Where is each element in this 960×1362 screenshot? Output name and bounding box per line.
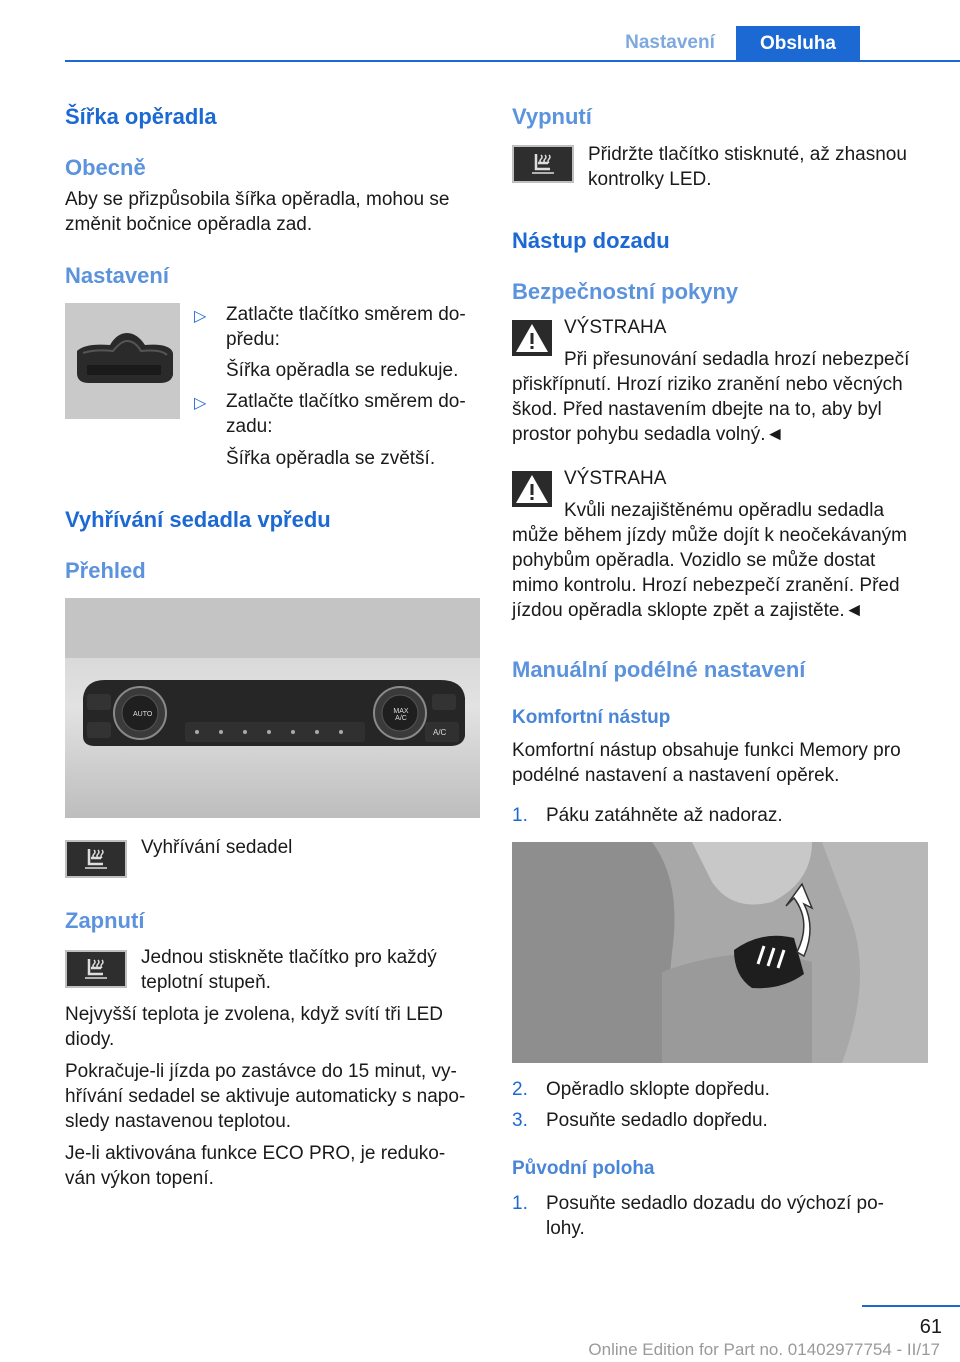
p1-line1: Nejvyšší teplota je zvolena, když svítí tři LED — [65, 1004, 444, 1025]
p3-line1: Je-li aktivována funkce ECO PRO, je reduko‐ — [65, 1143, 446, 1164]
header-tab-nastaveni[interactable]: Nastavení — [625, 32, 715, 53]
on-text-2: teplotní stupeň. — [141, 972, 271, 993]
bullet-triangle: ▷ — [194, 395, 207, 412]
seat-lever-image — [512, 842, 928, 1063]
warn1-line2: přiskřípnutí. Hrozí riziko zranění nebo věcných — [512, 374, 903, 395]
footer-rule — [862, 1305, 960, 1307]
p2-line3: sledy nastavenou teplotou. — [65, 1111, 292, 1132]
seat-heating-button — [65, 840, 127, 878]
heading-off: Vypnutí — [512, 104, 592, 129]
heading-setting: Nastavení — [65, 263, 169, 288]
max-ac-button-label: MAX A/C — [393, 708, 409, 722]
warning-icon — [512, 320, 552, 356]
step2-line2: zadu: — [226, 416, 273, 437]
p1-line2: diody. — [65, 1029, 115, 1050]
heading-manual-adjustment: Manuální podélné nastavení — [512, 657, 806, 682]
step-number: 2. — [512, 1079, 528, 1100]
warn2-line3: pohybům opěradla. Vozidlo se může dostat — [512, 550, 876, 571]
p2-line2: hřívání sedadel se aktivuje automaticky s napo‐ — [65, 1086, 466, 1107]
step2-text: Opěradlo sklopte dopředu. — [546, 1079, 770, 1100]
step3-text: Posuňte sedadlo dopředu. — [546, 1110, 768, 1131]
warning-label: VÝSTRAHA — [564, 317, 667, 338]
step1-line2: předu: — [226, 329, 280, 350]
seat-heating-icon — [81, 956, 111, 982]
comfort-text-1: Komfortní nástup obsahuje funkci Memory pro — [512, 740, 901, 761]
ac-button-label: A/C — [433, 728, 447, 737]
off-text-2: kontrolky LED. — [588, 169, 712, 190]
general-text-1: Aby se přizpůsobila šířka opěradla, mohou se — [65, 189, 450, 210]
seat-heating-icon — [528, 151, 558, 177]
warning-icon — [512, 471, 552, 507]
warn2-line5: jízdou opěradla sklopte zpět a zajistěte.◄ — [512, 600, 864, 621]
heading-general: Obecně — [65, 155, 146, 180]
orig1-line1: Posuňte sedadlo dozadu do výchozí po‐ — [546, 1193, 885, 1214]
seat-heating-icon — [81, 846, 111, 872]
orig1-line2: lohy. — [546, 1218, 585, 1239]
page-number: 61 — [919, 1316, 942, 1338]
bullet-triangle: ▷ — [194, 308, 207, 325]
general-text-2: změnit bočnice opěradla zad. — [65, 214, 313, 235]
warn2-line1: Kvůli nezajištěnému opěradlu sedadla — [564, 500, 885, 521]
heading-original-position: Původní poloha — [512, 1158, 655, 1179]
section-title-rear-entry: Nástup dozadu — [512, 228, 670, 253]
footer-edition: Online Edition for Part no. 01402977754 - II/17 — [588, 1340, 940, 1359]
heading-comfort-entry: Komfortní nástup — [512, 707, 671, 728]
section-title-seat-heating: Vyhřívání sedadla vpředu — [65, 507, 331, 532]
heading-on: Zapnutí — [65, 908, 145, 933]
step-number: 3. — [512, 1110, 528, 1131]
step-number: 1. — [512, 805, 528, 826]
header-tab-obsluha[interactable]: Obsluha — [736, 26, 860, 61]
step1-line1: Zatlačte tlačítko směrem do‐ — [226, 304, 466, 325]
warn2-line4: mimo kontrolu. Hrozí nebezpečí zranění. Před — [512, 575, 900, 596]
seat-heating-label: Vyhřívání sedadel — [141, 837, 293, 858]
step2-result: Šířka opěradla se zvětší. — [226, 448, 436, 469]
step2-line1: Zatlačte tlačítko směrem do‐ — [226, 391, 466, 412]
step1-result: Šířka opěradla se redukuje. — [226, 360, 459, 381]
p3-line2: ván výkon topení. — [65, 1168, 214, 1189]
header-rule — [65, 60, 960, 62]
step-number: 1. — [512, 1193, 528, 1214]
step1-text: Páku zatáhněte až nadoraz. — [546, 805, 783, 826]
warn1-line3: škod. Před nastavením dbejte na to, aby byl — [512, 399, 882, 420]
on-text-1: Jednou stiskněte tlačítko pro každý — [141, 947, 437, 968]
warn2-line2: může během jízdy může dojít k neočekávaným — [512, 525, 907, 546]
p2-line1: Pokračuje-li jízda po zastávce do 15 minut, vy‐ — [65, 1061, 457, 1082]
warn1-line4: prostor pohybu sedadla volný.◄ — [512, 424, 785, 445]
seat-heating-button — [65, 950, 127, 988]
heading-safety: Bezpečnostní pokyny — [512, 279, 739, 304]
backrest-button-image — [65, 303, 180, 419]
warning-label: VÝSTRAHA — [564, 468, 667, 489]
off-text-1: Přidržte tlačítko stisknuté, až zhasnou — [588, 144, 907, 165]
climate-panel-image — [65, 598, 480, 818]
seat-heating-button — [512, 145, 574, 183]
comfort-text-2: podélné nastavení a nastavení opěrek. — [512, 765, 840, 786]
auto-button-label: AUTO — [133, 711, 153, 718]
warn1-line1: Při přesunování sedadla hrozí nebezpečí — [564, 349, 910, 370]
heading-overview: Přehled — [65, 558, 146, 583]
section-title-backrest-width: Šířka opěradla — [65, 104, 217, 129]
